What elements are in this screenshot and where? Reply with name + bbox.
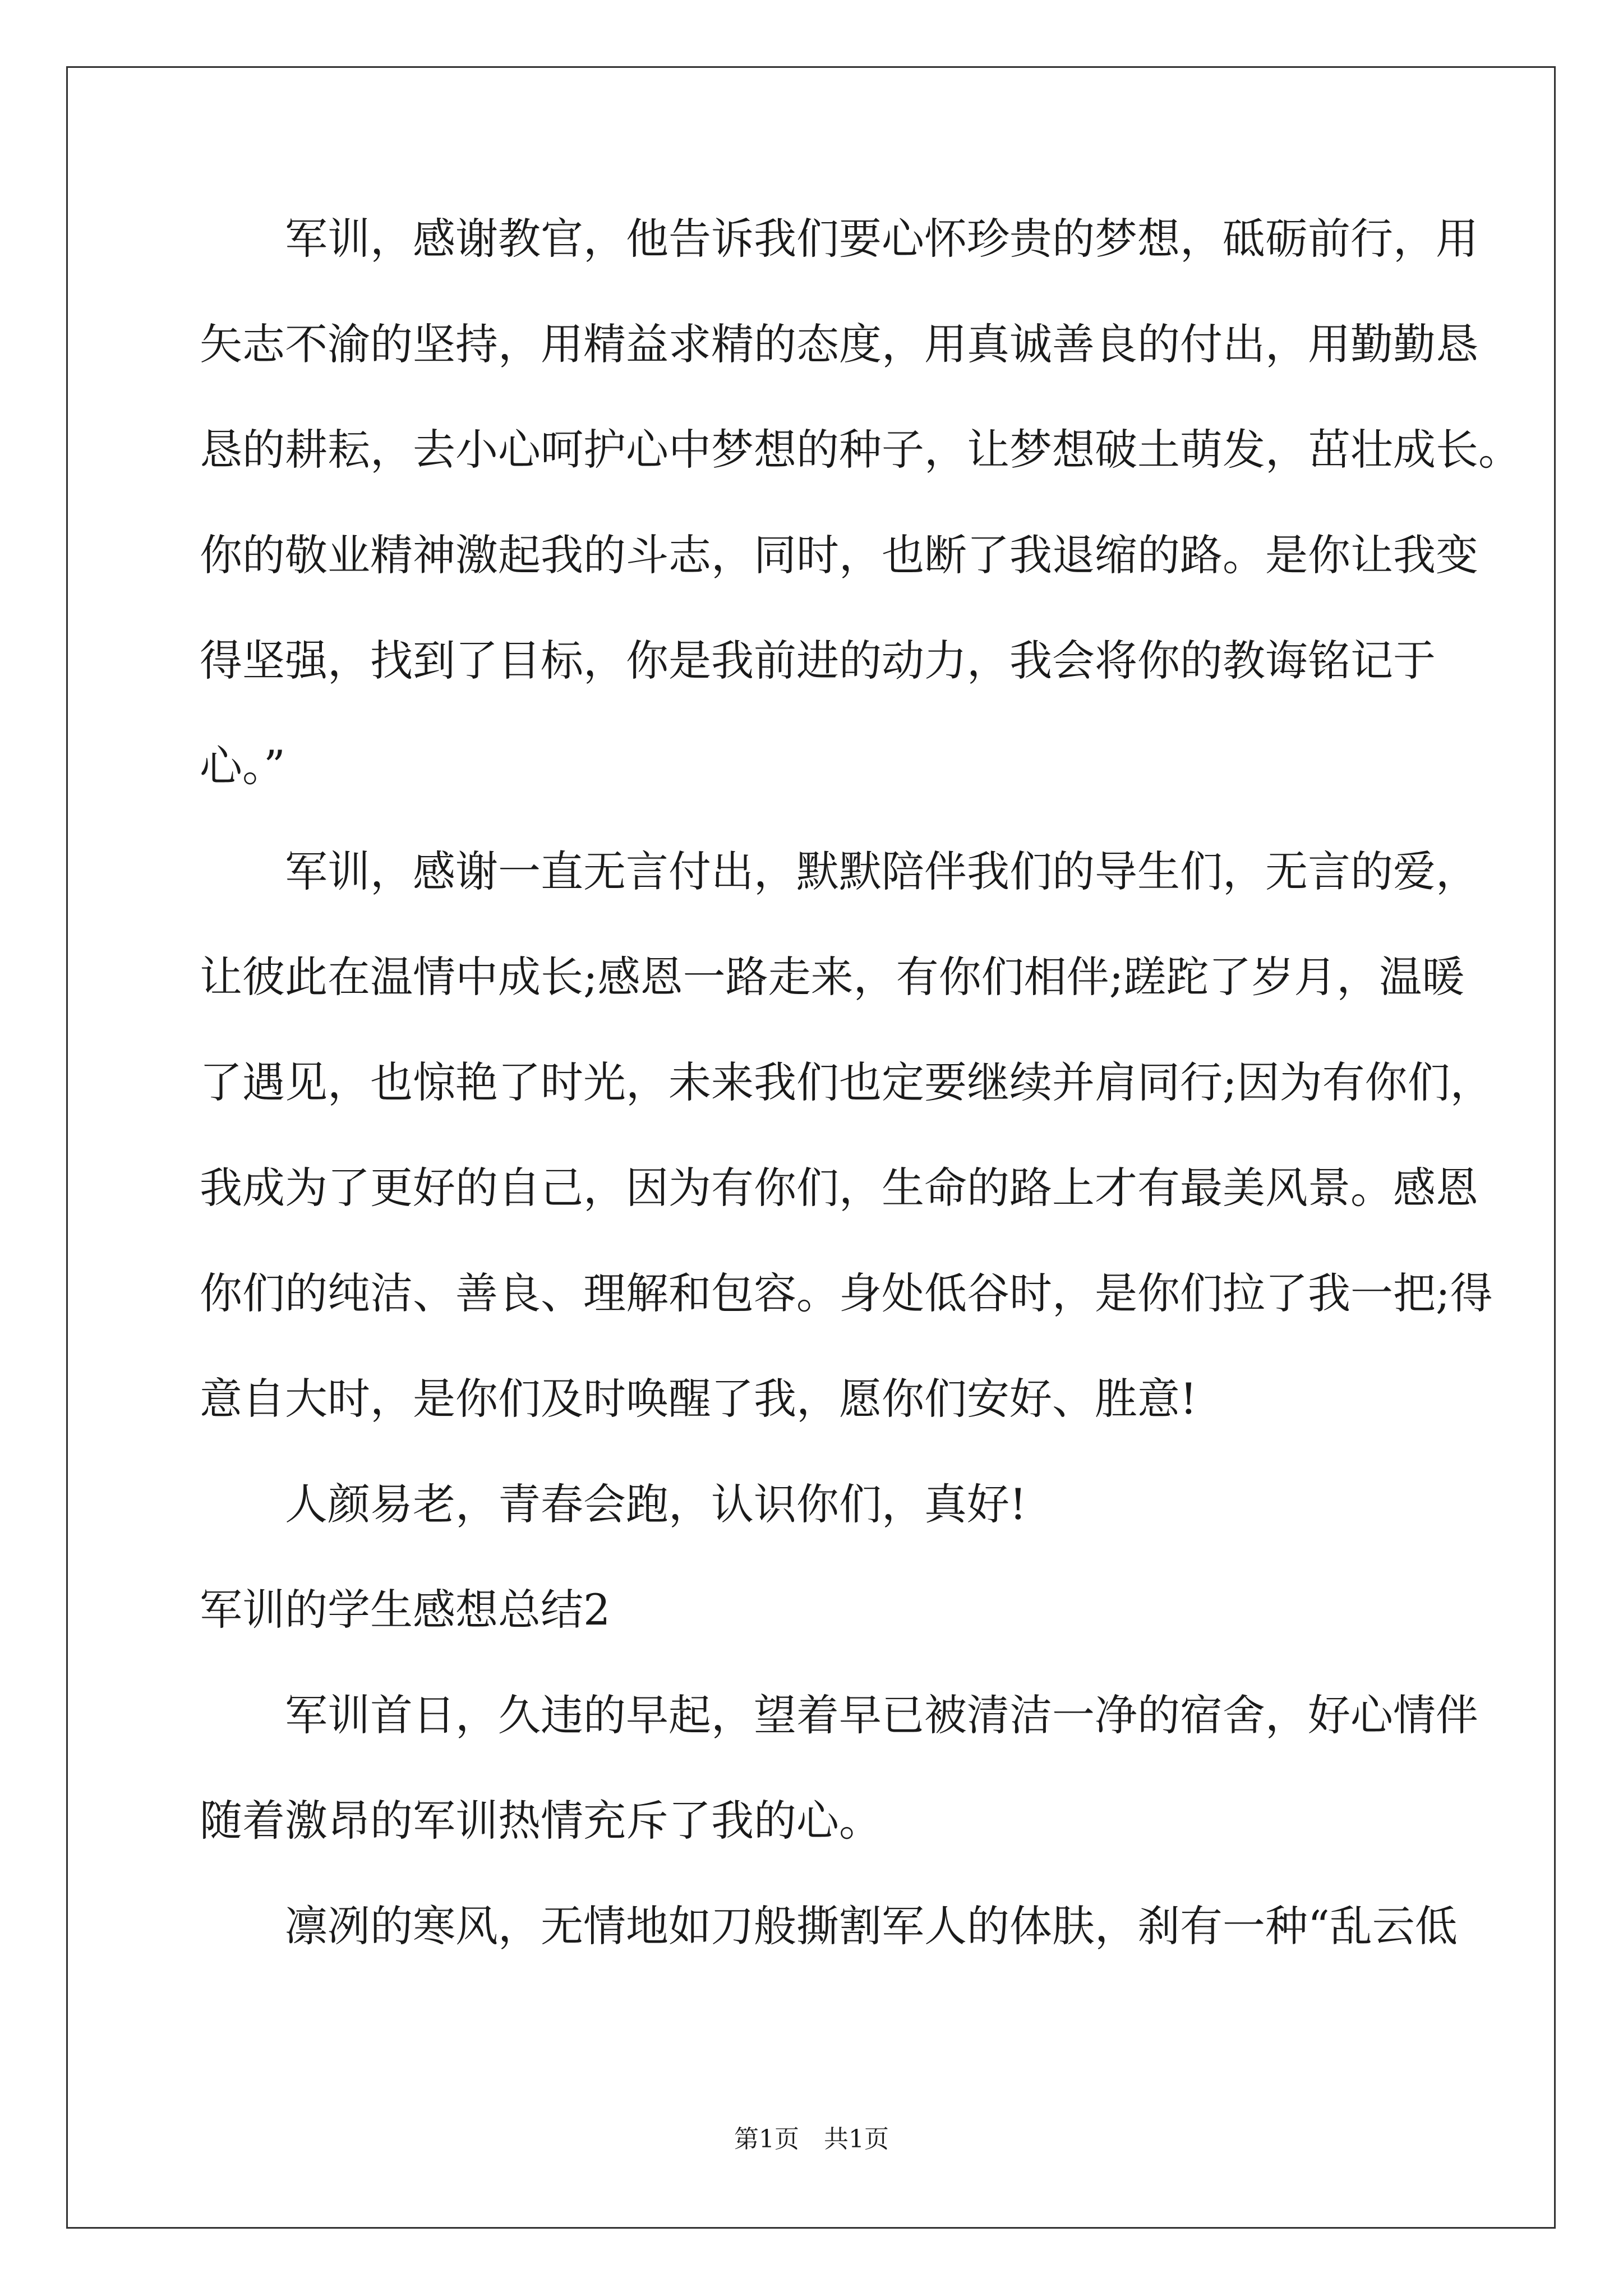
text-line: 军训，感谢教官，他告诉我们要心怀珍贵的梦想，砥砺前行，用 [200,214,1478,264]
page-footer: 第1页 共1页 [734,2125,889,2154]
text-line: 人颜易老，青春会跑，认识你们，真好! [200,1479,1027,1529]
text-line: 得坚强，找到了目标，你是我前进的动力，我会将你的教诲铭记于 [200,636,1436,685]
text-line: 意自大时，是你们及时唤醒了我，愿你们安好、胜意! [200,1374,1197,1424]
text-line: 心。” [200,741,285,791]
text-line: 恳的耕耘，去小心呵护心中梦想的种子，让梦想破土萌发，茁壮成长。 [200,425,1521,475]
text-line: 军训首日，久违的早起，望着早已被清洁一净的宿舍，好心情伴 [200,1690,1478,1740]
text-line: 凛冽的寒风，无情地如刀般撕割军人的体肤，刹有一种“乱云低 [200,1901,1458,1951]
text-line: 军训，感谢一直无言付出，默默陪伴我们的导生们，无言的爱， [200,846,1478,896]
text-line: 我成为了更好的自己，因为有你们，生命的路上才有最美风景。感恩 [200,1163,1478,1213]
text-line: 让彼此在温情中成长;感恩一路走来，有你们相伴;蹉跎了岁月，温暖 [200,952,1465,1002]
section-heading: 军训的学生感想总结2 [200,1585,611,1635]
text-line: 你的敬业精神激起我的斗志，同时，也断了我退缩的路。是你让我变 [200,530,1478,580]
text-line: 了遇见，也惊艳了时光，未来我们也定要继续并肩同行;因为有你们， [200,1057,1493,1107]
text-line: 矢志不渝的坚持，用精益求精的态度，用真诚善良的付出，用勤勤恳 [200,319,1478,369]
text-line: 你们的纯洁、善良、理解和包容。身处低谷时，是你们拉了我一把;得 [200,1268,1493,1318]
text-line: 随着激昂的军训热情充斥了我的心。 [200,1796,882,1846]
